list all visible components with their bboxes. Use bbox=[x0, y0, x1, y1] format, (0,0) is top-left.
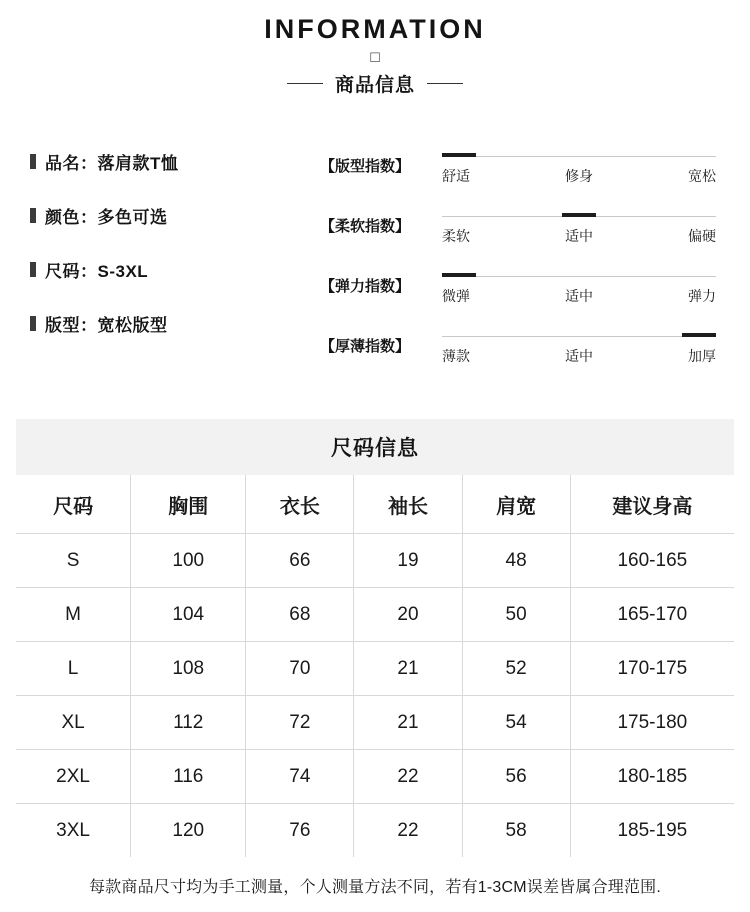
table-row bbox=[16, 696, 734, 750]
cell-shoulder: 54 bbox=[462, 696, 570, 750]
column-header-shoulder: 肩宽 bbox=[462, 475, 570, 534]
cell-length: 70 bbox=[246, 642, 354, 696]
table-header-row bbox=[16, 475, 734, 534]
page-header bbox=[0, 0, 750, 97]
cell-length: 66 bbox=[246, 534, 354, 588]
cell-shoulder: 52 bbox=[462, 642, 570, 696]
table-row bbox=[16, 534, 734, 588]
attribute-item bbox=[30, 311, 320, 336]
index-meter bbox=[442, 323, 716, 366]
meter-baseline bbox=[442, 156, 716, 157]
index-row-thickness bbox=[320, 323, 716, 366]
cell-sleeve: 22 bbox=[354, 750, 462, 804]
cell-shoulder: 56 bbox=[462, 750, 570, 804]
index-label: 【弹力指数】 bbox=[320, 278, 411, 295]
meter-fill bbox=[682, 333, 716, 337]
cell-height: 175-180 bbox=[570, 696, 734, 750]
cell-shoulder: 58 bbox=[462, 804, 570, 858]
index-meters bbox=[320, 143, 716, 383]
meter-tick-label: 适中 bbox=[565, 228, 593, 244]
cell-height: 185-195 bbox=[570, 804, 734, 858]
meter-tick-label: 适中 bbox=[565, 288, 593, 304]
bullet-icon bbox=[30, 262, 36, 277]
attribute-item bbox=[30, 149, 320, 174]
cell-shoulder: 48 bbox=[462, 534, 570, 588]
rule-left bbox=[287, 83, 323, 84]
bullet-icon bbox=[30, 208, 36, 223]
meter-track bbox=[442, 331, 716, 341]
cell-bust: 100 bbox=[131, 534, 246, 588]
meter-tick-label: 偏硬 bbox=[688, 228, 716, 244]
attribute-label: 品名：落肩款T恤 bbox=[45, 154, 179, 173]
column-header-sleeve: 袖长 bbox=[354, 475, 462, 534]
cell-bust: 120 bbox=[131, 804, 246, 858]
cell-length: 72 bbox=[246, 696, 354, 750]
size-table bbox=[16, 475, 734, 857]
cell-bust: 112 bbox=[131, 696, 246, 750]
cell-size: S bbox=[16, 534, 131, 588]
rule-right bbox=[427, 83, 463, 84]
product-info-section bbox=[0, 143, 750, 383]
attribute-list bbox=[30, 143, 320, 383]
meter-tick-label: 加厚 bbox=[688, 348, 716, 364]
meter-track bbox=[442, 211, 716, 221]
index-row-elasticity bbox=[320, 263, 716, 306]
size-section-title: 尺码信息 bbox=[331, 437, 419, 460]
meter-baseline bbox=[442, 276, 716, 277]
index-meter bbox=[442, 143, 716, 186]
attribute-item bbox=[30, 257, 320, 282]
cell-size: 2XL bbox=[16, 750, 131, 804]
index-label: 【柔软指数】 bbox=[320, 218, 411, 235]
index-label: 【厚薄指数】 bbox=[320, 338, 411, 355]
meter-track bbox=[442, 151, 716, 161]
cell-bust: 104 bbox=[131, 588, 246, 642]
table-row bbox=[16, 642, 734, 696]
table-row bbox=[16, 750, 734, 804]
index-row-softness bbox=[320, 203, 716, 246]
meter-tick-label: 舒适 bbox=[442, 168, 470, 184]
cell-shoulder: 50 bbox=[462, 588, 570, 642]
cell-height: 165-170 bbox=[570, 588, 734, 642]
meter-tick-label: 微弹 bbox=[442, 288, 470, 304]
size-title-bar bbox=[16, 419, 734, 475]
index-label: 【版型指数】 bbox=[320, 158, 411, 175]
measurement-note: 每款商品尺寸均为手工测量，个人测量方法不同，若有1-3CM误差皆属合理范围. bbox=[88, 879, 662, 896]
meter-tick-label: 薄款 bbox=[442, 348, 470, 364]
column-header-bust: 胸围 bbox=[131, 475, 246, 534]
cell-size: 3XL bbox=[16, 804, 131, 858]
meter-tick-label: 适中 bbox=[565, 348, 593, 364]
meter-ticks bbox=[442, 286, 716, 306]
cell-length: 68 bbox=[246, 588, 354, 642]
cell-bust: 108 bbox=[131, 642, 246, 696]
meter-tick-label: 修身 bbox=[565, 168, 593, 184]
cell-length: 74 bbox=[246, 750, 354, 804]
cell-length: 76 bbox=[246, 804, 354, 858]
cell-sleeve: 22 bbox=[354, 804, 462, 858]
subtitle-row bbox=[0, 70, 750, 97]
column-header-height: 建议身高 bbox=[570, 475, 734, 534]
meter-fill bbox=[442, 273, 476, 277]
cell-height: 160-165 bbox=[570, 534, 734, 588]
meter-ticks bbox=[442, 166, 716, 186]
meter-ticks bbox=[442, 226, 716, 246]
column-header-length: 衣长 bbox=[246, 475, 354, 534]
meter-ticks bbox=[442, 346, 716, 366]
page-title: INFORMATION bbox=[264, 14, 486, 44]
index-meter bbox=[442, 263, 716, 306]
meter-tick-label: 宽松 bbox=[688, 168, 716, 184]
cell-height: 170-175 bbox=[570, 642, 734, 696]
cell-size: XL bbox=[16, 696, 131, 750]
meter-fill bbox=[442, 153, 476, 157]
meter-baseline bbox=[442, 336, 716, 337]
cell-sleeve: 21 bbox=[354, 696, 462, 750]
index-meter bbox=[442, 203, 716, 246]
table-row bbox=[16, 588, 734, 642]
attribute-item bbox=[30, 203, 320, 228]
image-placeholder-icon: ☐ bbox=[369, 50, 381, 65]
page-subtitle: 商品信息 bbox=[334, 75, 415, 96]
bullet-icon bbox=[30, 316, 36, 331]
attribute-label: 颜色：多色可选 bbox=[45, 208, 168, 227]
cell-height: 180-185 bbox=[570, 750, 734, 804]
cell-sleeve: 20 bbox=[354, 588, 462, 642]
attribute-label: 尺码：S-3XL bbox=[45, 262, 149, 281]
cell-sleeve: 19 bbox=[354, 534, 462, 588]
meter-track bbox=[442, 271, 716, 281]
cell-sleeve: 21 bbox=[354, 642, 462, 696]
column-header-size: 尺码 bbox=[16, 475, 131, 534]
cell-bust: 116 bbox=[131, 750, 246, 804]
meter-fill bbox=[562, 213, 596, 217]
size-section bbox=[0, 419, 750, 897]
table-row bbox=[16, 804, 734, 858]
cell-size: L bbox=[16, 642, 131, 696]
attribute-label: 版型：宽松版型 bbox=[45, 316, 168, 335]
meter-tick-label: 弹力 bbox=[688, 288, 716, 304]
index-row-fit bbox=[320, 143, 716, 186]
cell-size: M bbox=[16, 588, 131, 642]
bullet-icon bbox=[30, 154, 36, 169]
meter-tick-label: 柔软 bbox=[442, 228, 470, 244]
